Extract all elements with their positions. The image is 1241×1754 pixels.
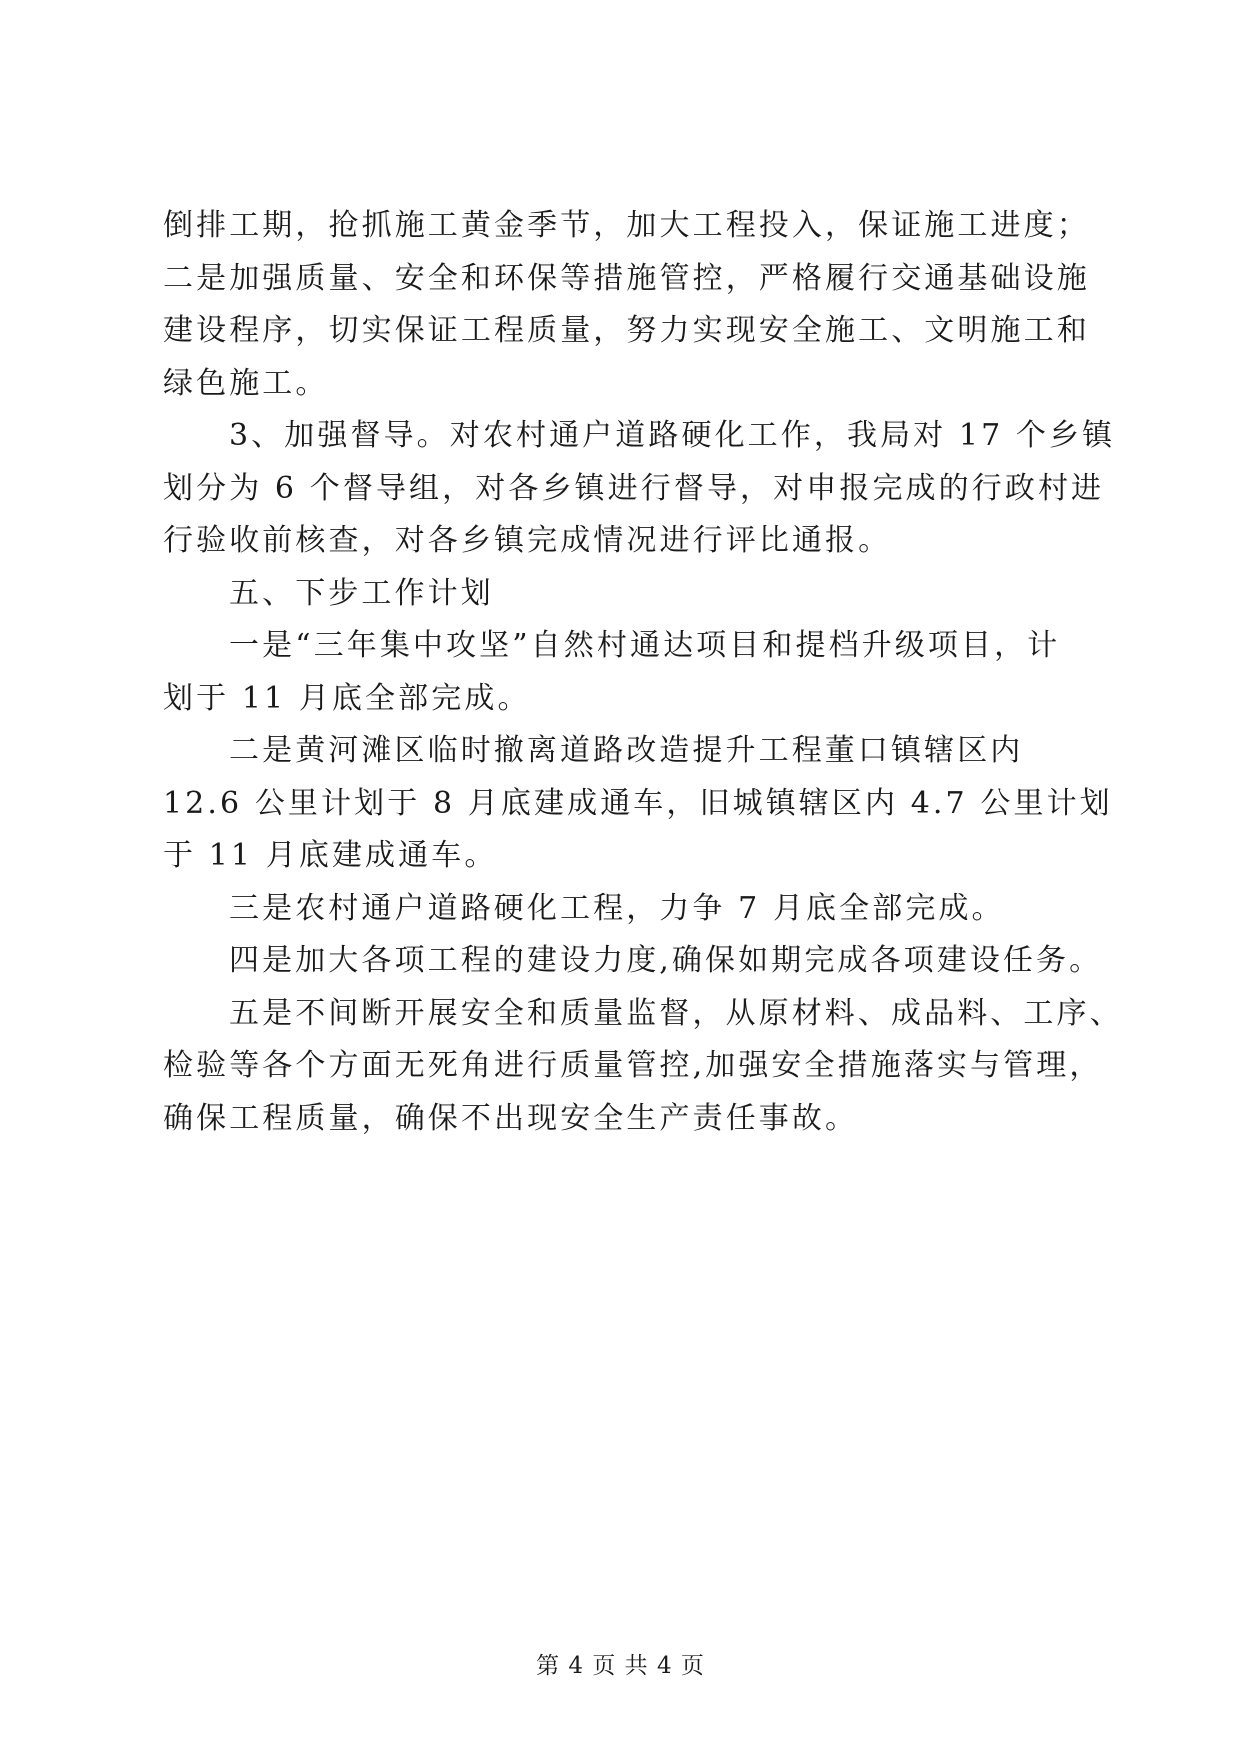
- text-line: 二是加强质量、安全和环保等措施管控，严格履行交通基础设施: [163, 260, 1090, 296]
- section-heading: [163, 568, 1083, 621]
- text-line: 确保工程质量，确保不出现安全生产责任事故。: [163, 1100, 859, 1136]
- page-footer: [0, 1647, 1241, 1680]
- text-line: 一是“三年集中攻坚”自然村通达项目和提档升级项目，计: [229, 628, 1061, 663]
- paragraph: [163, 883, 1083, 936]
- text-line: 五、下步工作计划: [229, 575, 494, 611]
- paragraph: [163, 410, 1116, 568]
- paragraph: [163, 200, 1090, 410]
- text-line: 划分为 6 个督导组，对各乡镇进行督导，对申报完成的行政村进: [163, 470, 1105, 506]
- text-line: 行验收前核查，对各乡镇完成情况进行评比通报。: [163, 523, 892, 558]
- document-body: [163, 200, 1123, 1145]
- paragraph: [163, 935, 1103, 988]
- text-line: 检验等各个方面无死角进行质量管控,加强安全措施落实与管理，: [163, 1048, 1103, 1083]
- text-line: 五是不间断开展安全和质量监督，从原材料、成品料、工序、: [229, 995, 1123, 1031]
- text-line: 绿色施工。: [163, 365, 329, 401]
- text-line: 四是加大各项工程的建设力度,确保如期完成各项建设任务。: [229, 943, 1103, 978]
- text-line: 二是黄河滩区临时撤离道路改造提升工程董口镇辖区内: [229, 733, 1024, 768]
- paragraph: [163, 620, 1083, 725]
- page-number-label: 第 4 页 共 4 页: [536, 1653, 705, 1679]
- paragraph: [163, 725, 1113, 883]
- text-line: 划于 11 月底全部完成。: [163, 680, 531, 716]
- text-line: 三是农村通户道路硬化工程，力争 7 月底全部完成。: [229, 890, 1005, 926]
- text-line: 建设程序，切实保证工程质量，努力实现安全施工、文明施工和: [163, 313, 1090, 348]
- text-line: 于 11 月底建成通车。: [163, 838, 498, 873]
- text-line: 3、加强督导。对农村通户道路硬化工作，我局对 17 个乡镇: [229, 418, 1116, 453]
- paragraph: [163, 988, 1123, 1146]
- text-line: 12.6 公里计划于 8 月底建成通车，旧城镇辖区内 4.7 公里计划: [163, 785, 1113, 821]
- text-line: 倒排工期，抢抓施工黄金季节，加大工程投入，保证施工进度；: [163, 208, 1090, 243]
